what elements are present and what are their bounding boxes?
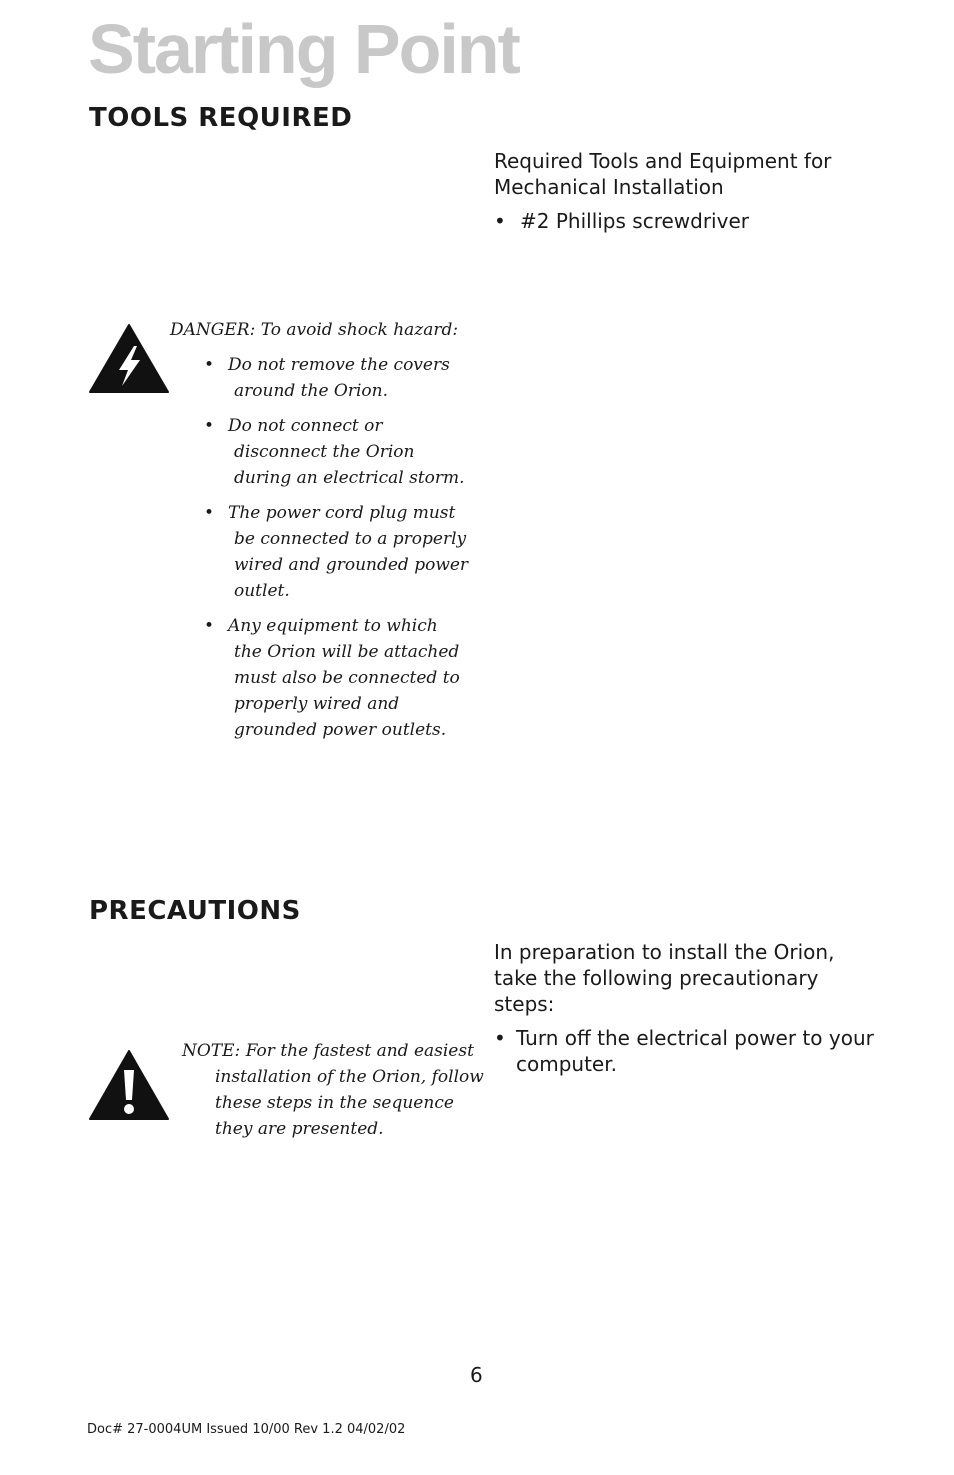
bullet: • xyxy=(494,1026,506,1050)
danger-item-text: Any equipment to which the Orion will be attached must also be connected to properly wired and grounded power outlets. xyxy=(228,616,460,740)
list-item xyxy=(170,413,470,491)
precaution-item-text: Turn off the electrical power to your computer. xyxy=(516,1026,874,1076)
list-item xyxy=(170,500,470,604)
bullet: • xyxy=(204,355,215,375)
tools-required-heading: TOOLS REQUIRED xyxy=(89,103,353,133)
page-number: 6 xyxy=(470,1363,483,1387)
document-footer: Doc# 27-0004UM Issued 10/00 Rev 1.2 04/02/02 xyxy=(87,1422,406,1437)
danger-item-text: Do not connect or disconnect the Orion during an electrical storm. xyxy=(228,416,465,488)
tools-required-content xyxy=(494,148,854,234)
danger-item-text: The power cord plug must be connected to a properly wired and grounded power outlet. xyxy=(228,503,469,601)
list-item xyxy=(494,208,854,234)
note-block xyxy=(182,1038,493,1142)
danger-list xyxy=(170,352,470,743)
tool-item-text: #2 Phillips screwdriver xyxy=(520,209,749,233)
exclamation-warning-icon xyxy=(88,1048,170,1122)
page-title: Starting Point xyxy=(88,10,519,88)
tools-required-intro: Required Tools and Equipment for Mechanical Installation xyxy=(494,149,832,199)
list-item xyxy=(170,613,470,743)
precautions-content xyxy=(494,939,874,1077)
precautions-intro: In preparation to install the Orion, take the following precautionary steps: xyxy=(494,940,835,1016)
bullet: • xyxy=(494,209,506,233)
bullet: • xyxy=(204,616,215,636)
danger-label: DANGER: To avoid shock hazard: xyxy=(170,320,459,340)
bullet: • xyxy=(204,416,215,436)
list-item xyxy=(170,352,470,404)
note-text: NOTE: For the fastest and easiest installation of the Orion, follow these steps in the sequence they are presented. xyxy=(182,1041,484,1139)
danger-block xyxy=(170,317,470,752)
bullet: • xyxy=(204,503,215,523)
lightning-warning-icon xyxy=(88,322,170,394)
precautions-heading: PRECAUTIONS xyxy=(89,896,301,926)
list-item xyxy=(494,1025,874,1077)
danger-item-text: Do not remove the covers around the Orion. xyxy=(228,355,450,401)
